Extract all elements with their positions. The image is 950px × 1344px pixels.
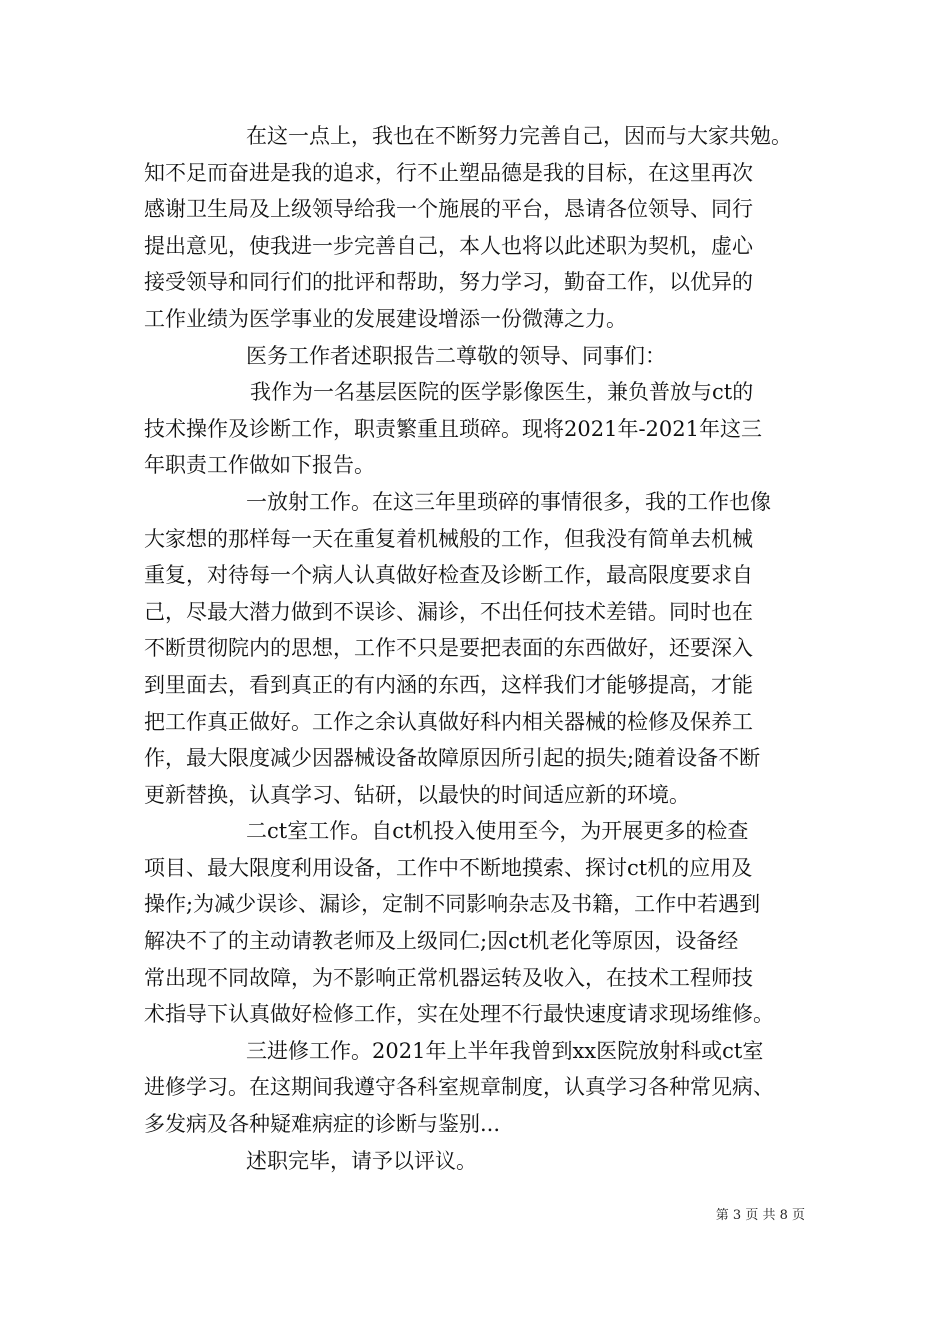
text-line: 接受领导和同行们的批评和帮助，努力学习，勤奋工作，以优异的 xyxy=(144,270,753,295)
text-line: 提出意见，使我进一步完善自己，本人也将以此述职为契机，虚心 xyxy=(144,233,753,258)
text-line: 在这一点上，我也在不断努力完善自己，因而与大家共勉。 xyxy=(246,124,792,148)
paragraph-closing-remarks xyxy=(144,118,814,338)
text-line: 己，尽最大潜力做到不误诊、漏诊，不出任何技术差错。同时也在 xyxy=(144,599,753,624)
text-line: 更新替换，认真学习、钻研，以最快的时间适应新的环境。 xyxy=(144,782,690,807)
text-line: 感谢卫生局及上级领导给我一个施展的平台，恳请各位领导、同行 xyxy=(144,197,753,222)
report-heading xyxy=(144,338,814,375)
text-line: 重复，对待每一个病人认真做好检查及诊断工作，最高限度要求自 xyxy=(144,563,753,588)
text-line: 多发病及各种疑难病症的诊断与鉴别... xyxy=(144,1112,501,1137)
text-line: 技术操作及诊断工作，职责繁重且琐碎。现将2021年-2021年这三 xyxy=(144,416,762,441)
text-line: 作，最大限度减少因器械设备故障原因所引起的损失;随着设备不断 xyxy=(144,746,761,771)
text-line: 工作业绩为医学事业的发展建设增添一份微薄之力。 xyxy=(144,306,627,331)
paragraph-radiology-work xyxy=(144,484,814,813)
text-line: 项目、最大限度利用设备，工作中不断地摸索、探讨ct机的应用及 xyxy=(144,855,753,880)
text-line: 到里面去，看到真正的有内涵的东西，这样我们才能够提高，才能 xyxy=(144,672,753,697)
paragraph-conclusion xyxy=(144,1143,814,1180)
text-line: 解决不了的主动请教老师及上级同仁;因ct机老化等原因，设备经 xyxy=(144,929,739,954)
page-number-footer: 第 3 页 共 8 页 xyxy=(715,1208,805,1223)
paragraph-ct-room-work xyxy=(144,813,814,1033)
text-line: 大家想的那样每一天在重复着机械般的工作，但我没有简单去机械 xyxy=(144,526,753,551)
text-line: 把工作真正做好。工作之余认真做好科内相关器械的检修及保养工 xyxy=(144,709,753,734)
text-line: 一放射工作。在这三年里琐碎的事情很多，我的工作也像 xyxy=(246,489,771,514)
text-line: 述职完毕，请予以评议。 xyxy=(246,1148,477,1173)
text-line: 年职责工作做如下报告。 xyxy=(144,453,375,478)
text-line: 知不足而奋进是我的追求，行不止塑品德是我的目标，在这里再次 xyxy=(144,160,753,185)
text-line: 不断贯彻院内的思想，工作不只是要把表面的东西做好，还要深入 xyxy=(144,636,753,661)
text-line: 医务工作者述职报告二尊敬的领导、同事们： xyxy=(246,343,666,368)
text-line: 常出现不同故障，为不影响正常机器运转及收入，在技术工程师技 xyxy=(144,965,753,990)
text-line: 二ct室工作。自ct机投入使用至今，为开展更多的检查 xyxy=(246,819,749,844)
paragraph-introduction xyxy=(144,374,814,484)
paragraph-further-study xyxy=(144,1033,814,1143)
text-line: 进修学习。在这期间我遵守各科室规章制度，认真学习各种常见病、 xyxy=(144,1075,774,1100)
text-line: 三进修工作。2021年上半年我曾到xx医院放射科或ct室 xyxy=(246,1038,764,1063)
text-line: 操作;为减少误诊、漏诊，定制不同影响杂志及书籍，工作中若遇到 xyxy=(144,892,761,917)
text-line: 术指导下认真做好检修工作，实在处理不行最快速度请求现场维修。 xyxy=(144,1002,774,1027)
text-line: 我作为一名基层医院的医学影像医生，兼负普放与ct的 xyxy=(250,380,754,405)
document-body xyxy=(144,118,814,1179)
